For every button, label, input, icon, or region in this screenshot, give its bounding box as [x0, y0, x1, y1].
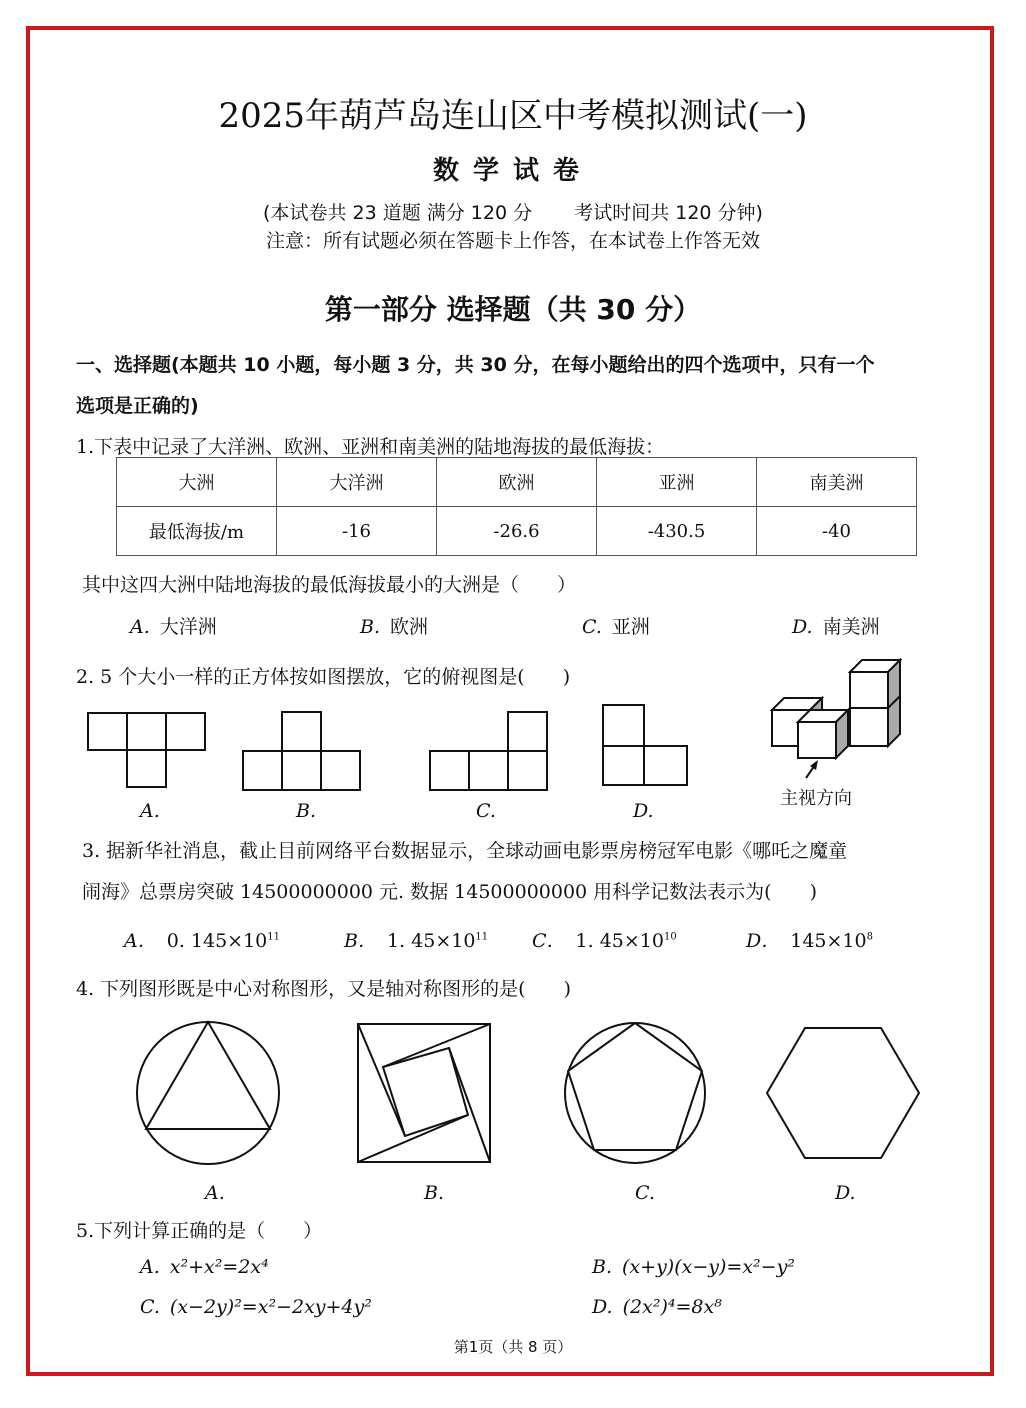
option-text: 南美洲 — [822, 616, 880, 638]
page-footer: 第1页（共 8 页） — [453, 1338, 573, 1356]
table-header-row — [117, 458, 917, 507]
q3-option-d[interactable] — [746, 926, 873, 953]
q2-figure-d[interactable] — [603, 705, 687, 785]
option-exponent: 8 — [866, 931, 873, 943]
q5-option-b[interactable] — [592, 1256, 805, 1278]
table-cell: 大洲 — [117, 458, 277, 507]
exam-info-left: (本试卷共 23 道题 满分 120 分 — [263, 202, 533, 224]
q2-figure-c[interactable] — [430, 712, 547, 790]
q2-figure-b[interactable] — [243, 712, 360, 790]
section1-line1: 一、选择题(本题共 10 小题，每小题 3 分，共 30 分，在每小题给出的四个选项中，只有一个 — [76, 354, 875, 376]
option-text: 145×10 — [790, 930, 867, 952]
option-text: 0. 145×10 — [166, 930, 268, 952]
q2-view-label: 主视方向 — [780, 788, 852, 809]
option-letter: A． — [124, 930, 157, 952]
q2-label-c: C. — [476, 800, 496, 822]
q1-question: 其中这四大洲中陆地海拔的最低海拔最小的大洲是（ ） — [82, 574, 577, 596]
option-text: 大洋洲 — [159, 616, 217, 638]
q2-label-b: B. — [296, 800, 317, 822]
q4-label-d: D. — [835, 1182, 856, 1204]
q5-option-a[interactable] — [140, 1256, 279, 1278]
q4-figure-a[interactable] — [137, 1022, 279, 1164]
part1-title: 第一部分 选择题（共 30 分） — [324, 293, 702, 326]
option-letter: B. — [592, 1256, 613, 1278]
q4-label-b: B. — [424, 1182, 445, 1204]
option-letter: D． — [746, 930, 781, 952]
q5-option-d[interactable] — [592, 1296, 732, 1318]
table-cell: -16 — [277, 507, 437, 556]
table-cell: 亚洲 — [597, 458, 757, 507]
q4-label-a: A. — [205, 1182, 225, 1204]
q5-stem: 5.下列计算正确的是（ ） — [76, 1220, 323, 1242]
option-text: 欧洲 — [390, 616, 429, 638]
option-text: 1. 45×10 — [575, 930, 664, 952]
option-letter: A. — [130, 616, 150, 638]
option-expr: (x−2y)²=x²−2xy+4y² — [169, 1296, 372, 1318]
option-expr: x²+x²=2x⁴ — [169, 1256, 269, 1278]
q4-figures — [0, 1010, 1026, 1180]
exam-subtitle: 数学试卷 — [432, 156, 593, 186]
exam-note: 注意：所有试题必须在答题卡上作答，在本试卷上作答无效 — [265, 230, 760, 252]
option-text: 1. 45×10 — [386, 930, 476, 952]
option-letter: B． — [344, 930, 377, 952]
exam-title: 2025年葫芦岛连山区中考模拟测试(一) — [218, 96, 808, 136]
option-letter: C. — [582, 616, 602, 638]
q3-line2: 闹海》总票房突破 14500000000 元. 数据 14500000000 用科学记数法表示为( ) — [82, 881, 818, 903]
table-cell: 南美洲 — [757, 458, 917, 507]
option-exponent: 10 — [664, 931, 677, 943]
q2-stem: 2. 5 个大小一样的正方体按如图摆放，它的俯视图是( ) — [76, 666, 571, 688]
option-letter: B. — [360, 616, 381, 638]
q1-option-b[interactable] — [360, 612, 428, 639]
option-text: 亚洲 — [611, 616, 650, 638]
q2-figure-a[interactable] — [88, 713, 205, 787]
table-cell: 欧洲 — [437, 458, 597, 507]
table-cell: 大洋洲 — [277, 458, 437, 507]
q3-option-a[interactable] — [124, 926, 280, 953]
option-expr: (x+y)(x−y)=x²−y² — [622, 1256, 795, 1278]
q1-option-d[interactable] — [792, 612, 880, 639]
table-cell: -430.5 — [597, 507, 757, 556]
option-exponent: 11 — [267, 931, 280, 943]
arrow-icon — [806, 760, 818, 778]
q2-label-d: D. — [633, 800, 654, 822]
option-letter: C． — [532, 930, 566, 952]
q3-option-c[interactable] — [532, 926, 677, 953]
exam-info-right: 考试时间共 120 分钟) — [574, 202, 763, 224]
q1-table — [116, 457, 917, 556]
table-cell: -40 — [757, 507, 917, 556]
q4-label-c: C. — [635, 1182, 655, 1204]
table-cell: -26.6 — [437, 507, 597, 556]
q4-stem: 4. 下列图形既是中心对称图形，又是轴对称图形的是( ) — [76, 978, 571, 1000]
q2-label-a: A. — [140, 800, 160, 822]
option-letter: D. — [792, 616, 813, 638]
table-row — [117, 507, 917, 556]
table-cell: 最低海拔/m — [117, 507, 277, 556]
q4-figure-c[interactable] — [565, 1023, 705, 1163]
q1-option-c[interactable] — [582, 612, 650, 639]
section1-line2: 选项是正确的) — [76, 395, 199, 417]
q4-figure-b[interactable] — [358, 1024, 490, 1162]
q1-option-a[interactable] — [130, 612, 217, 639]
option-exponent: 11 — [475, 931, 489, 943]
exam-info — [0, 198, 1026, 225]
q4-figure-d[interactable] — [767, 1028, 919, 1158]
q2-cube-stack — [772, 660, 900, 758]
q3-option-b[interactable] — [344, 926, 488, 953]
q1-stem: 1.下表中记录了大洋洲、欧洲、亚洲和南美洲的陆地海拔的最低海拔： — [76, 436, 665, 458]
option-letter: C. — [140, 1296, 160, 1318]
q5-option-c[interactable] — [140, 1296, 382, 1318]
option-letter: D. — [592, 1296, 613, 1318]
option-letter: A. — [140, 1256, 160, 1278]
option-expr: (2x²)⁴=8x⁸ — [622, 1296, 722, 1318]
q3-line1: 3. 据新华社消息，截止目前网络平台数据显示，全球动画电影票房榜冠军电影《哪吒之魔童 — [82, 840, 848, 862]
